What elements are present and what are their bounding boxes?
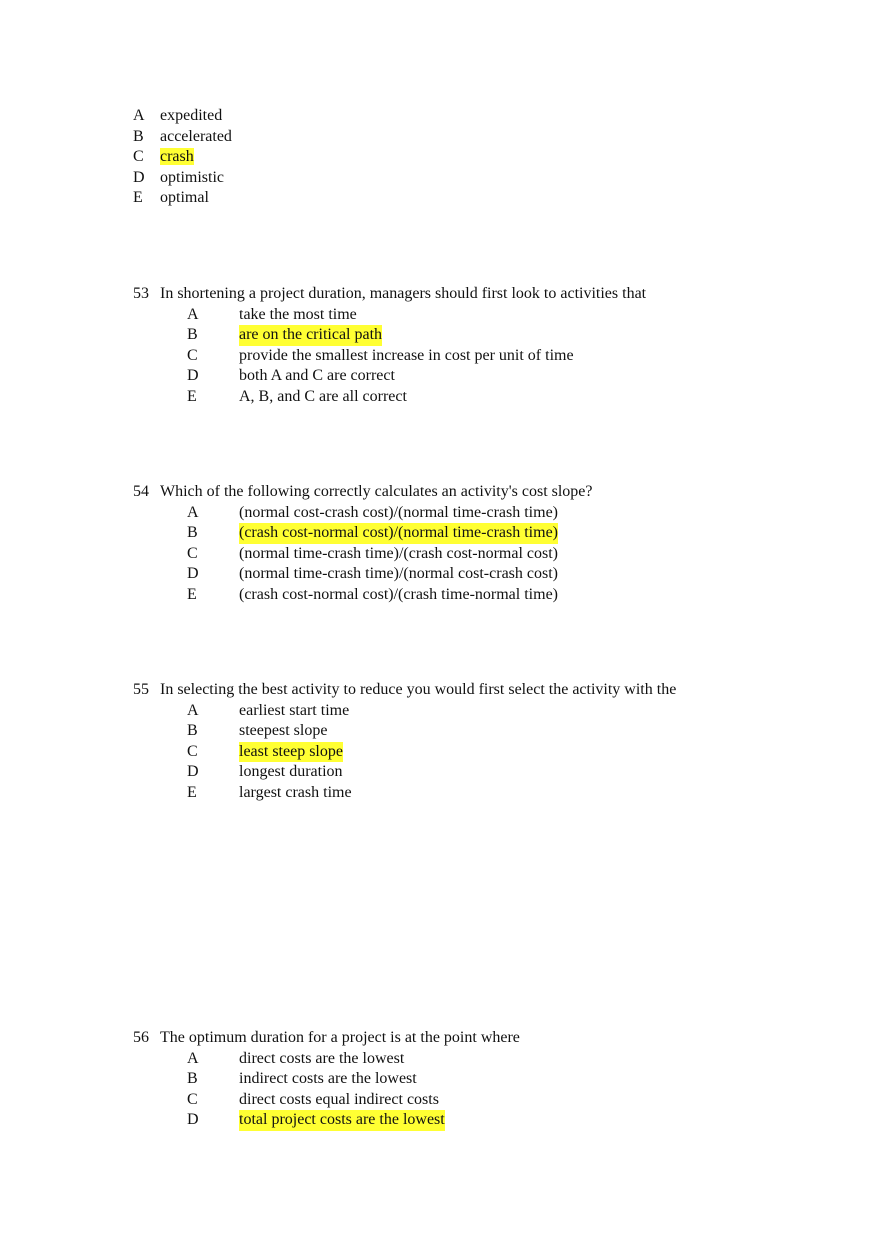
option-text-highlighted: total project costs are the lowest: [239, 1110, 445, 1131]
question-text: Which of the following correctly calculates an activity's cost slope?: [160, 483, 593, 500]
question-54: [133, 482, 853, 605]
option-text: steepest slope: [239, 722, 328, 739]
option-text: direct costs are the lowest: [239, 1049, 405, 1067]
option: [133, 366, 853, 387]
option: [133, 701, 853, 722]
option: [133, 503, 853, 524]
option-letter: E: [187, 783, 197, 801]
option-letter: E: [187, 387, 197, 405]
intro-option: [133, 127, 232, 148]
option-letter: A: [187, 701, 199, 719]
option-letter: E: [187, 585, 197, 603]
option-text: largest crash time: [239, 783, 352, 801]
option: [133, 325, 853, 346]
option-text: direct costs equal indirect costs: [239, 1090, 439, 1108]
option-letter: D: [187, 1111, 199, 1128]
option-letter: B: [187, 524, 198, 541]
option-text-highlighted: are on the critical path: [239, 325, 382, 346]
option-letter: D: [187, 763, 199, 780]
option-letter: B: [187, 1070, 198, 1087]
option: [133, 1069, 853, 1090]
option-letter: A: [187, 305, 199, 323]
option-text: accelerated: [160, 127, 232, 145]
option-letter: C: [187, 544, 198, 562]
option: [133, 585, 853, 606]
option-letter: A: [187, 1049, 199, 1067]
option-letter: C: [187, 1090, 198, 1108]
option: [133, 742, 853, 763]
option: [133, 1049, 853, 1070]
option-text: longest duration: [239, 763, 343, 780]
intro-option: [133, 106, 232, 127]
option-text: optimal: [160, 189, 209, 206]
option-letter: D: [133, 168, 145, 186]
question-line: [133, 680, 853, 701]
intro-option: [133, 147, 232, 168]
option-text: (crash cost-normal cost)/(crash time-normal time): [239, 585, 558, 603]
option-text: A, B, and C are all correct: [239, 387, 407, 405]
question-line: [133, 284, 853, 305]
option: [133, 762, 853, 783]
question-number: 53: [133, 285, 149, 302]
option-text: (normal time-crash time)/(crash cost-normal cost): [239, 544, 558, 562]
question-53: [133, 284, 853, 407]
option-letter: C: [187, 346, 198, 364]
question-number: 56: [133, 1029, 149, 1046]
option: [133, 387, 853, 408]
option-text: indirect costs are the lowest: [239, 1070, 417, 1087]
option: [133, 1090, 853, 1111]
question-number: 55: [133, 681, 149, 698]
option-text-highlighted: crash: [160, 148, 194, 165]
option-letter: D: [187, 565, 199, 582]
option-letter: A: [187, 503, 199, 521]
option-text: (normal cost-crash cost)/(normal time-crash time): [239, 503, 558, 521]
question-text: In shortening a project duration, managers should first look to activities that: [160, 285, 647, 302]
option: [133, 721, 853, 742]
option-text: take the most time: [239, 305, 357, 323]
option-text: both A and C are correct: [239, 367, 395, 384]
question-text: In selecting the best activity to reduce you would first select the activity with the: [160, 681, 677, 698]
option-text-highlighted: least steep slope: [239, 742, 343, 763]
option: [133, 523, 853, 544]
option: [133, 544, 853, 565]
intro-option: [133, 168, 232, 189]
intro-option: [133, 188, 232, 209]
option-text: (normal time-crash time)/(normal cost-crash cost): [239, 565, 558, 582]
question-55: [133, 680, 853, 803]
option-letter: D: [187, 367, 199, 384]
intro-option-list: [133, 106, 232, 209]
option-text: optimistic: [160, 168, 224, 186]
question-text: The optimum duration for a project is at the point where: [160, 1029, 520, 1046]
option-letter: E: [133, 189, 143, 206]
option-letter: A: [133, 107, 145, 124]
option: [133, 1110, 853, 1131]
option-letter: B: [187, 326, 198, 343]
option-text-highlighted: (crash cost-normal cost)/(normal time-crash time): [239, 523, 558, 544]
option-text: provide the smallest increase in cost per unit of time: [239, 346, 574, 364]
option-text: earliest start time: [239, 701, 350, 719]
option: [133, 783, 853, 804]
option-letter: C: [133, 148, 144, 165]
option-letter: B: [187, 722, 198, 739]
option: [133, 564, 853, 585]
question-56: [133, 1028, 853, 1131]
option-letter: C: [187, 742, 198, 760]
option: [133, 346, 853, 367]
question-number: 54: [133, 483, 149, 500]
option-letter: B: [133, 127, 144, 145]
question-line: [133, 1028, 853, 1049]
question-line: [133, 482, 853, 503]
option-text: expedited: [160, 107, 223, 124]
option: [133, 305, 853, 326]
